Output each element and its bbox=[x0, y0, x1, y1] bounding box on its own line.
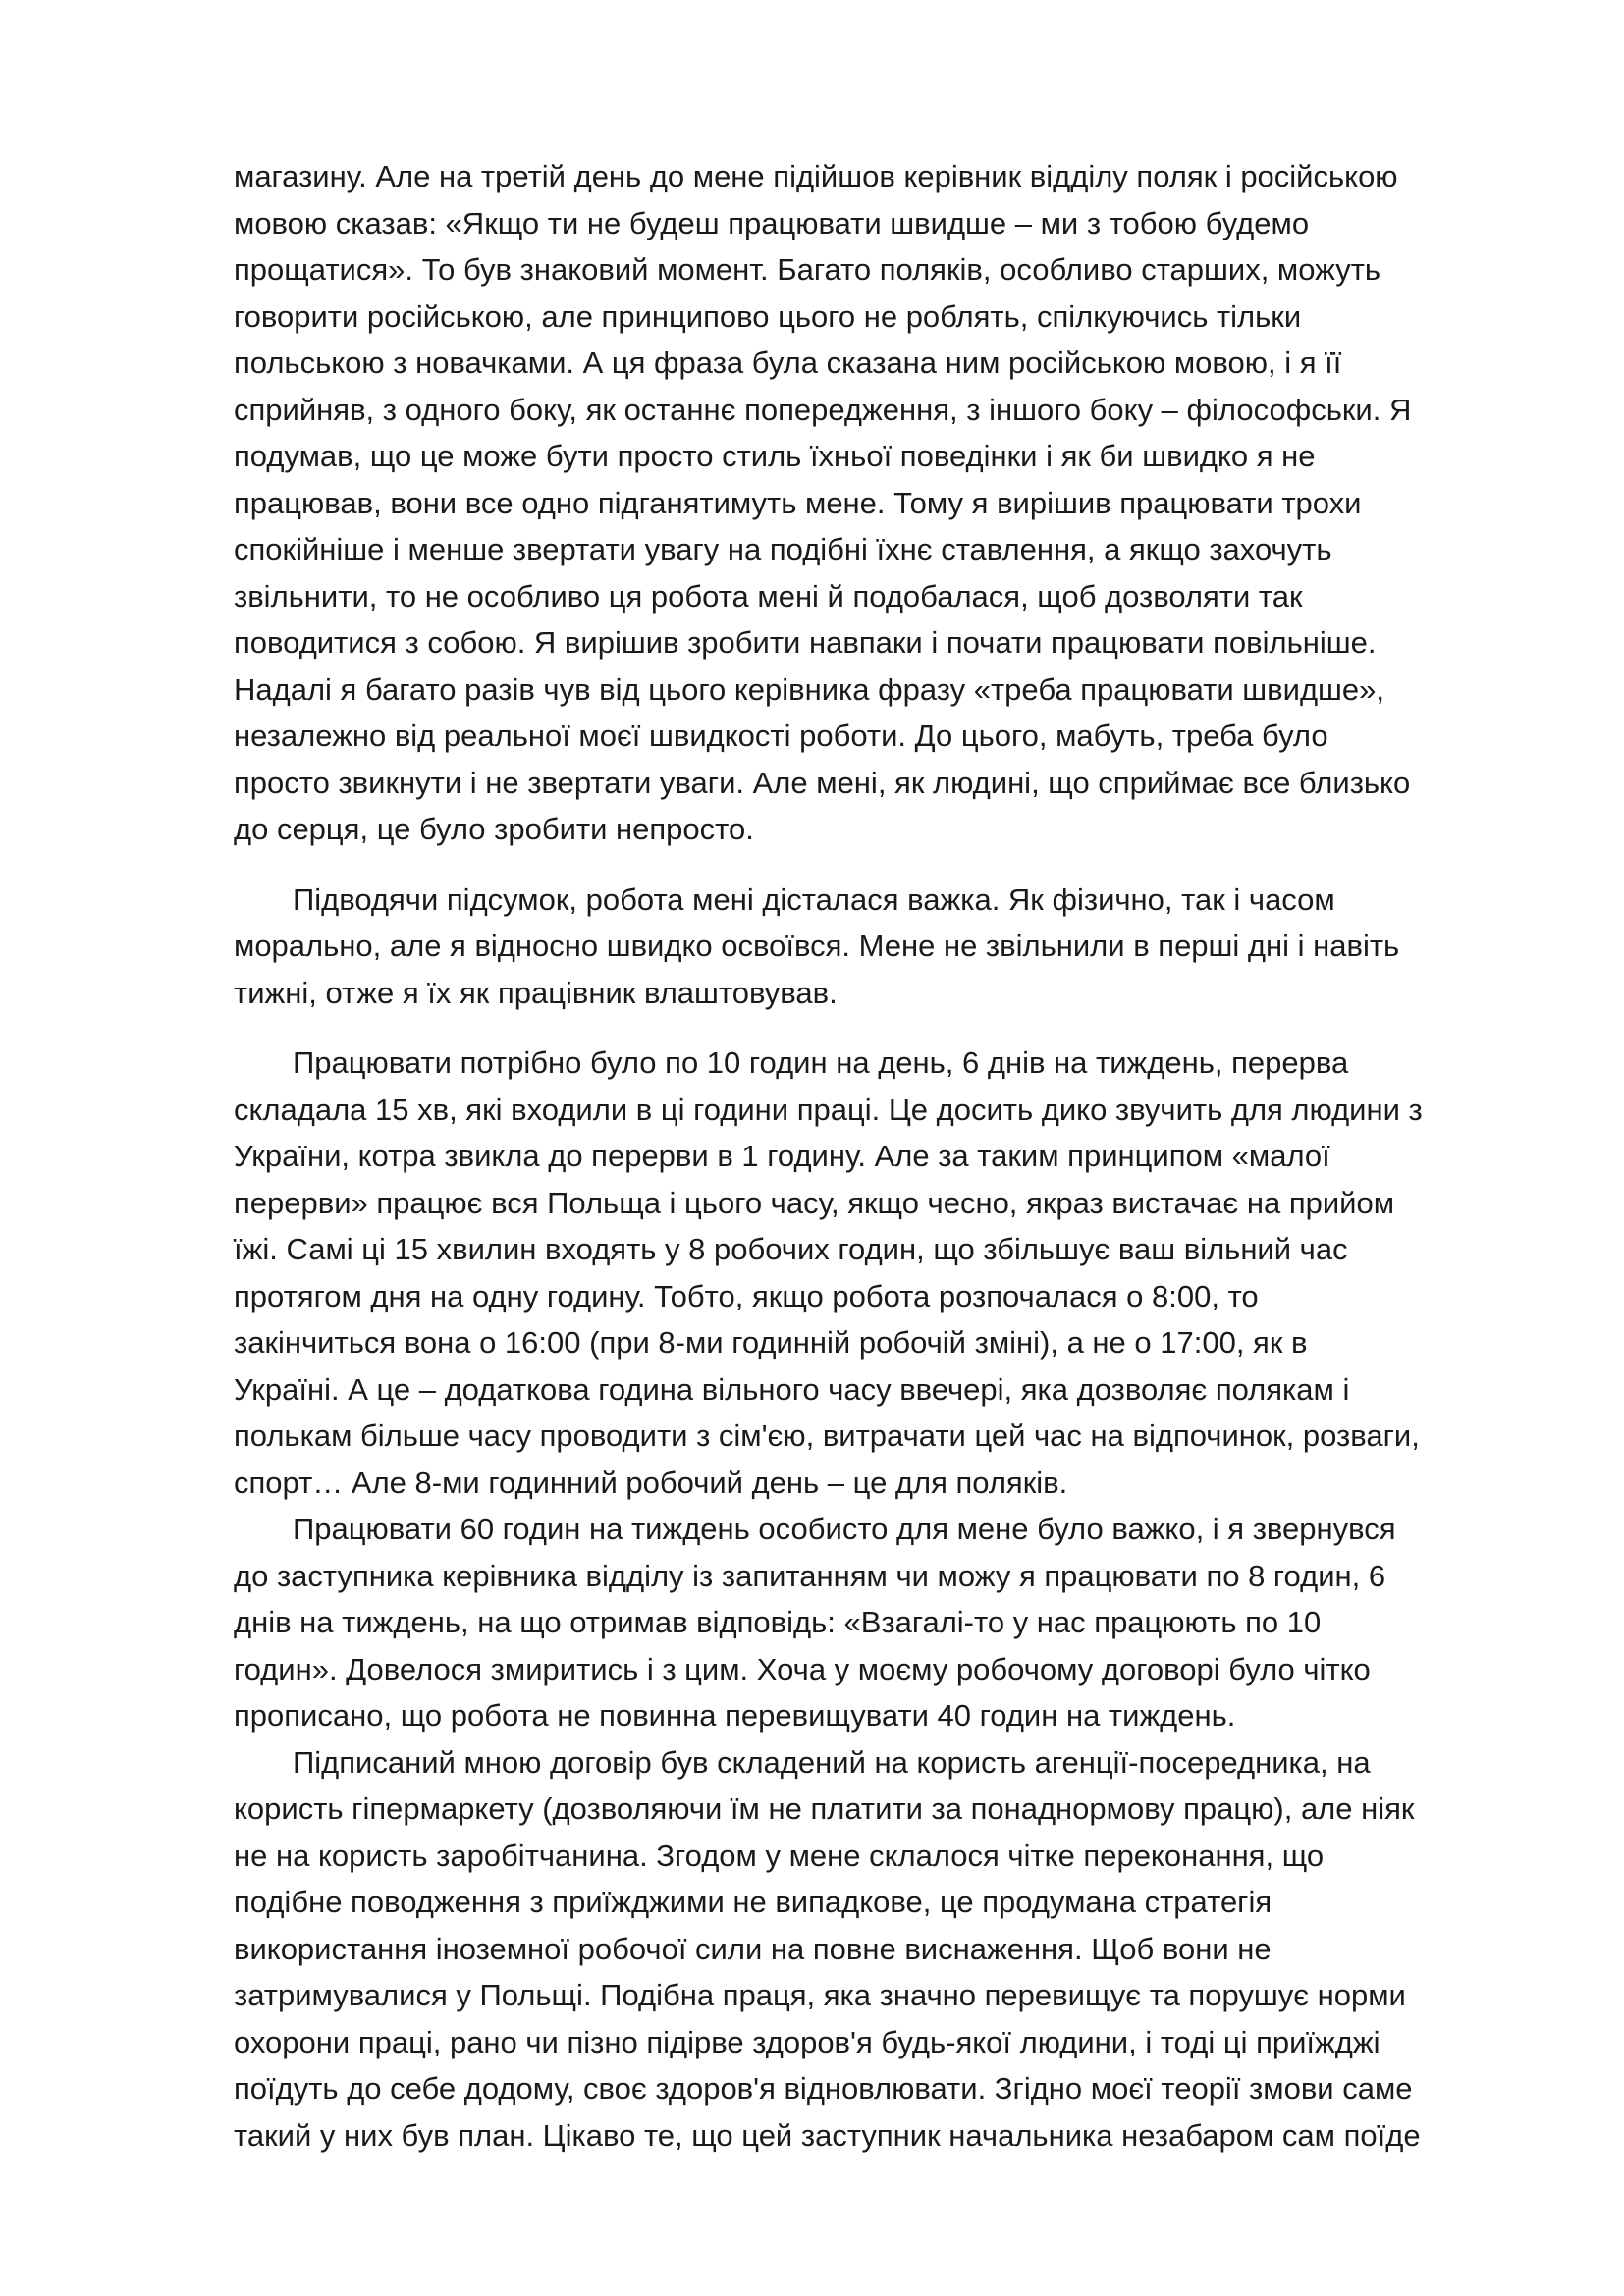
document-body bbox=[234, 153, 1510, 2159]
text-line: такий у них був план. Цікаво те, що цей заступник начальника незабаром сам поїде bbox=[234, 2117, 1421, 2153]
text-line: їжі. Самі ці 15 хвилин входять у 8 робочих годин, що збільшує ваш вільний час bbox=[234, 1232, 1348, 1266]
text-line: говорити російською, але принципово цього не роблять, спілкуючись тільки bbox=[234, 298, 1302, 334]
text-line: магазину. Але на третій день до мене підійшов керівник відділу поляк і російською bbox=[234, 159, 1398, 193]
text-line: протягом дня на одну годину. Тобто, якщо робота розпочалася о 8:00, то bbox=[234, 1278, 1259, 1313]
paragraph-first-line: Підводячи підсумок, робота мені дісталася важка. Як фізично, так і часом bbox=[293, 881, 1335, 917]
text-line: прощатися». То був знаковий момент. Багато поляків, особливо старших, можуть bbox=[234, 252, 1381, 287]
text-line: прописано, що робота не повинна перевищувати 40 годин на тиждень. bbox=[234, 1698, 1236, 1733]
text-line: днів на тиждень, на що отримав відповідь: «Взагалі-то у нас працюють по 10 bbox=[234, 1605, 1322, 1639]
text-line: використання іноземної робочої сили на повне виснаження. Щоб вони не bbox=[234, 1931, 1272, 1966]
text-line: подібне поводження з приїжджими не випадкове, це продумана стратегія bbox=[234, 1885, 1272, 1919]
text-line: незалежно від реальної моєї швидкості роботи. До цього, мабуть, треба було bbox=[234, 719, 1328, 753]
text-line: охорони праці, рано чи пізно підірве здоров'я будь-якої людини, і тоді ці приїжджі bbox=[234, 2024, 1380, 2059]
text-line: мовою сказав: «Якщо ти не будеш працювати швидше – ми з тобою будемо bbox=[234, 205, 1310, 240]
text-line: звільнити, то не особливо ця робота мені й подобалася, щоб дозволяти так bbox=[234, 578, 1303, 614]
text-line: Україні. А це – додаткова година вільного часу ввечері, яка дозволяє полякам і bbox=[234, 1371, 1350, 1407]
text-line: морально, але я відносно швидко освоївся. Мене не звільнили в перші дні і навіть bbox=[234, 929, 1400, 963]
text-line: України, котра звикла до перерви в 1 годину. Але за таким принципом «малої bbox=[234, 1139, 1330, 1173]
text-line: подумав, що це може бути просто стиль їхньої поведінки і як би швидко я не bbox=[234, 439, 1316, 473]
text-line: не на користь заробітчанина. Згодом у мене склалося чітке переконання, що bbox=[234, 1838, 1325, 1873]
text-line: спорт… Але 8-ми годинний робочий день – це для поляків. bbox=[234, 1465, 1068, 1500]
text-line: затримувалися у Польщі. Подібна праця, яка значно перевищує та порушує норми bbox=[234, 1978, 1406, 2012]
text-line: до заступника керівника відділу із запитанням чи можу я працювати по 8 годин, 6 bbox=[234, 1558, 1386, 1593]
text-line: закінчиться вона о 16:00 (при 8-ми годинній робочій зміні), а не о 17:00, як в bbox=[234, 1325, 1308, 1360]
text-line: тижні, отже я їх як працівник влаштовував. bbox=[234, 975, 838, 1010]
text-line: спокійніше і менше звертати увагу на подібні їхнє ставлення, а якщо захочуть bbox=[234, 532, 1332, 566]
text-line: просто звикнути і не звертати уваги. Але мені, як людині, що сприймає все близько bbox=[234, 765, 1411, 800]
text-line: поїдуть до себе додому, своє здоров'я відновлювати. Згідно моєї теорії змови саме bbox=[234, 2071, 1413, 2106]
text-line: польською з новачками. А ця фраза була сказана ним російською мовою, і я її bbox=[234, 346, 1342, 380]
text-line: працював, вони все одно підганятимуть мене. Тому я вирішив працювати трохи bbox=[234, 485, 1362, 520]
text-line: поводитися з собою. Я вирішив зробити навпаки і почати працювати повільніше. bbox=[234, 625, 1377, 660]
paragraph-first-line: Працювати 60 годин на тиждень особисто для мене було важко, і я звернувся bbox=[293, 1512, 1396, 1546]
text-line: годин». Довелося змиритись і з цим. Хоча у моєму робочому договорі було чітко bbox=[234, 1651, 1371, 1686]
text-line: сприйняв, з одного боку, як останнє попередження, з іншого боку – філософськи. Я bbox=[234, 392, 1412, 427]
paragraph-first-line: Підписаний мною договір був складений на користь агенції-посередника, на bbox=[293, 1744, 1371, 1780]
text-line: полькам більше часу проводити з сім'єю, витрачати цей час на відпочинок, розваги, bbox=[234, 1418, 1420, 1453]
text-line: користь гіпермаркету (дозволяючи їм не платити за понаднормову працю), але ніяк bbox=[234, 1791, 1415, 1826]
paragraph-first-line: Працювати потрібно було по 10 годин на день, 6 днів на тиждень, перерва bbox=[293, 1045, 1349, 1080]
text-line: Надалі я багато разів чув від цього керівника фразу «треба працювати швидше», bbox=[234, 671, 1385, 707]
text-line: до серця, це було зробити непросто. bbox=[234, 812, 754, 846]
text-line: складала 15 хв, які входили в ці години праці. Це досить дико звучить для людини з bbox=[234, 1092, 1423, 1127]
text-line: перерви» працює вся Польща і цього часу, якщо чесно, якраз вистачає на прийом bbox=[234, 1185, 1395, 1220]
